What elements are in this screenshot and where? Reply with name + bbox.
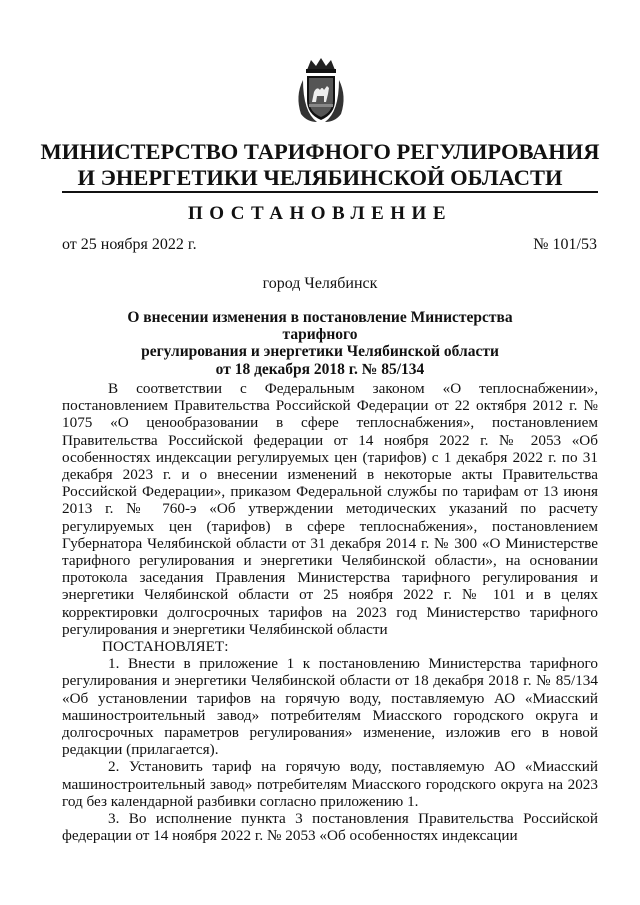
subject-line2: регулирования и энергетики Челябинской области [141,343,499,361]
document-date: от 25 ноября 2022 г. [62,236,197,253]
ministry-name [40,139,600,191]
ministry-name-line2: И ЭНЕРГЕТИКИ ЧЕЛЯБИНСКОЙ ОБЛАСТИ [77,165,563,190]
document-body [62,380,598,844]
header-divider [62,191,598,193]
item-1-paragraph: 1. Внести в приложение 1 к постановлению Министерства тарифного регулирования и энергетики Челябинской области от 18 декабря 2018 г. № 85/134 «Об установлении тарифов на горячую воду, поставляемую АО «Миасский машиностроительный завод» потребителям Миасского городского округа и долгосрочных параметров регулирования» изменение, изложив его в новой редакции (прилагается). [62,655,598,759]
subject-line1: О внесении изменения в постановление Министерства тарифного [127,309,513,344]
document-city: город Челябинск [262,275,378,292]
ministry-name-line1: МИНИСТЕРСТВО ТАРИФНОГО РЕГУЛИРОВАНИЯ [40,139,600,164]
coat-of-arms-emblem [293,56,349,126]
resolves-heading: ПОСТАНОВЛЯЕТ: [102,638,229,656]
subject-line3: от 18 декабря 2018 г. № 85/134 [215,360,425,378]
document-number: № 101/53 [533,236,597,253]
preamble-paragraph: В соответствии с Федеральным законом «О теплоснабжении», постановлением Правительства Российской Федерации от 22 октября 2012 г. № 1075 «О ценообразовании в сфере теплоснабжения», постановлением Правительства Российской федерации от 14 ноября 2022 г. № 2053 «Об особенностях индексации регулируемых цен (тарифов) с 1 декабря 2022 г. по 31 декабря 2023 г. и о внесении изменений в некоторые акты Правительства Российской Федерации», приказом Федеральной службы по тарифам от 13 июня 2013 г. № 760-э «Об утверждении методических указаний по расчету регулируемых цен (тарифов) в сфере теплоснабжения», постановлением Губернатора Челябинской области от 31 декабря 2014 г. № 300 «О Министерстве тарифного регулирования и энергетики Челябинской области», на основании протокола заседания Правления Министерства тарифного регулирования и энергетики Челябинской области от 25 ноября 2022 г. № 101 и в целях корректировки долгосрочных тарифов на 2023 год Министерство тарифного регулирования и энергетики Челябинской области [62,380,598,638]
item-2-paragraph: 2. Установить тариф на горячую воду, поставляемую АО «Миасский машиностроительный завод» потребителям Миасского городского округа на 2023 год без календарной разбивки согласно приложению 1. [62,758,598,810]
document-subject [90,309,550,378]
item-3-paragraph: 3. Во исполнение пункта 3 постановления Правительства Российской федерации от 14 ноября 2022 г. № 2053 «Об особенностях индексации [62,810,598,845]
document-type-title: ПОСТАНОВЛЕНИЕ [187,203,453,224]
